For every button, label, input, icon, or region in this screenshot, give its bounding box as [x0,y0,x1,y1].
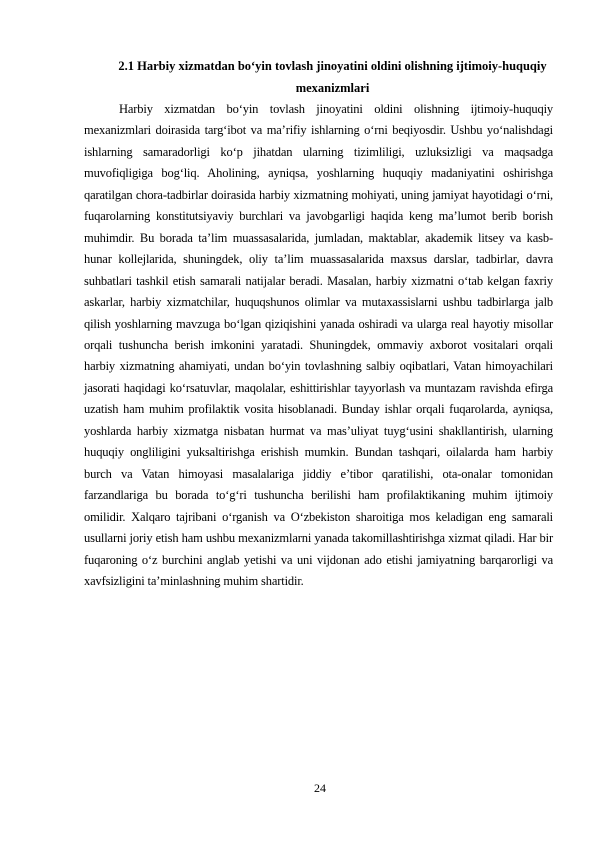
document-page [84,56,553,592]
body-paragraph: Harbiy xizmatdan bo‘yin tovlash jinoyatini oldini olishning ijtimoiy-huquqiy mexanizmlari doirasida targ‘ibot va ma’rifiy ishlarning o‘rni beqiyosdir. Ushbu yo‘nalishdagi ishlarning samaradorligi ko‘p jihatdan ularning tizimliligi, uzluksizligi va maqsadga muvofiqligiga bog‘liq. Aholining, ayniqsa, yoshlarning huquqiy madaniyatini oshirishga qaratilgan chora-tadbirlar doirasida harbiy xizmatning mohiyati, uning jamiyat hayotidagi o‘rni, fuqarolarning konstitutsiyaviy burchlari va javobgarligi haqida keng ma’lumot berib borish muhimdir. Bu borada ta’lim muassasalarida, jumladan, maktablar, akademik litsey va kasb-hunar kollejlarida, shuningdek, oliy ta’lim muassasalarida maxsus darslar, tadbirlar, davra suhbatlari tashkil etish samarali natijalar beradi. Masalan, harbiy xizmatni o‘tab kelgan faxriy askarlar, harbiy xizmatchilar, huquqshunos olimlar va mutaxassislarni ushbu tadbirlarga jalb qilish yoshlarning mavzuga bo‘lgan qiziqishini yanada oshiradi va ularga real hayotiy misollar orqali tushuncha berish imkonini yaratadi. Shuningdek, ommaviy axborot vositalari orqali harbiy xizmatning ahamiyati, undan bo‘yin tovlashning salbiy oqibatlari, Vatan himoyachilari jasorati haqidagi ko‘rsatuvlar, maqolalar, eshittirishlar tayyorlash va muntazam ravishda efirga uzatish ham muhim profilaktik vosita hisoblanadi. Bunday ishlar orqali fuqarolarda, ayniqsa, yoshlarda harbiy xizmatga nisbatan hurmat va mas’uliyat tuyg‘usini shakllantirish, ularning huquqiy ongliligini yuksaltirishga erishish mumkin. Bundan tashqari, oilalarda ham harbiy burch va Vatan himoyasi masalalariga jiddiy e’tibor qaratilishi, ota-onalar tomonidan farzandlariga bu borada to‘g‘ri tushuncha berilishi ham profilaktikaning muhim ijtimoiy omilidir. Xalqaro tajribani o‘rganish va O‘zbekiston sharoitiga mos keladigan eng samarali usullarni joriy etish ham ushbu mexanizmlarni yanada takomillashtirishga xizmat qiladi. Har bir fuqaroning o‘z burchini anglab yetishi va uni vijdonan ado etishi jamiyatning barqarorligi va xavfsizligini ta’minlashning muhim shartidir. [84,102,553,588]
page-number: 24 [314,781,326,795]
section-heading: 2.1 Harbiy xizmatdan bo‘yin tovlash jinoyatini oldini olishning ijtimoiy-huquqiy mexanizmlari [118,59,547,95]
